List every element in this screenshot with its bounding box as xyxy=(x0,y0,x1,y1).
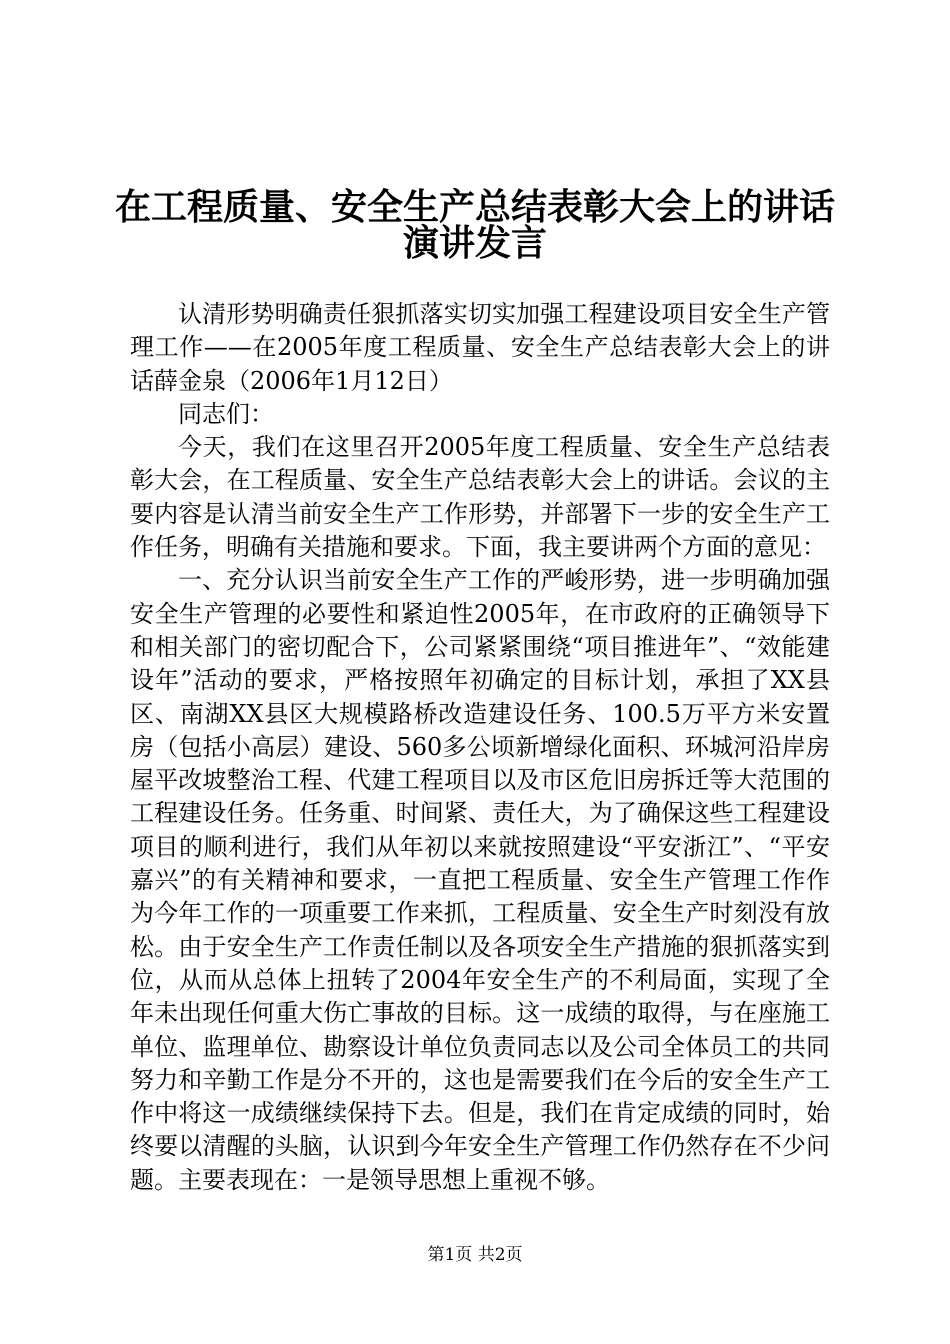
document-body xyxy=(130,298,830,1197)
paragraph-section-one: 一、充分认识当前安全生产工作的严峻形势，进一步明确加强安全生产管理的必要性和紧迫性2005年，在市政府的正确领导下和相关部门的密切配合下，公司紧紧围绕“项目推进年”、“效能建设年”活动的要求，严格按照年初确定的目标计划，承担了XX县区、南湖XX县区大规模路桥改造建设任务、100.5万平方米安置房（包括小高层）建设、560多公顷新增绿化面积、环城河沿岸房屋平改坡整治工程、代建工程项目以及市区危旧房拆迁等大范围的工程建设任务。任务重、时间紧、责任大，为了确保这些工程建设项目的顺利进行，我们从年初以来就按照建设“平安浙江”、“平安嘉兴”的有关精神和要求，一直把工程质量、安全生产管理工作作为今年工作的一项重要工作来抓，工程质量、安全生产时刻没有放松。由于安全生产工作责任制以及各项安全生产措施的狠抓落实到位，从而从总体上扭转了2004年安全生产的不利局面，实现了全年未出现任何重大伤亡事故的目标。这一成绩的取得，与在座施工单位、监理单位、勘察设计单位负责同志以及公司全体员工的共同努力和辛勤工作是分不开的，这也是需要我们在今后的安全生产工作中将这一成绩继续保持下去。但是，我们在肯定成绩的同时，始终要以清醒的头脑，认识到今年安全生产管理工作仍然存在不少问题。主要表现在：一是领导思想上重视不够。 xyxy=(130,566,830,1194)
paragraph-subtitle: 认清形势明确责任狠抓落实切实加强工程建设项目安全生产管理工作——在2005年度工程质量、安全生产总结表彰大会上的讲话薛金泉（2006年1月12日） xyxy=(130,300,830,395)
paragraph-salutation: 同志们： xyxy=(178,399,274,428)
page-footer: 第1页 共2页 xyxy=(427,1245,523,1265)
document-title-line-2: 演讲发言 xyxy=(402,223,547,264)
paragraph-intro: 今天，我们在这里召开2005年度工程质量、安全生产总结表彰大会，在工程质量、安全生产总结表彰大会上的讲话。会议的主要内容是认清当前安全生产工作形势，并部署下一步的安全生产工作任务，明确有关措施和要求。下面，我主要讲两个方面的意见： xyxy=(130,433,830,562)
document-title-line-1: 在工程质量、安全生产总结表彰大会上的讲话 xyxy=(114,187,835,228)
